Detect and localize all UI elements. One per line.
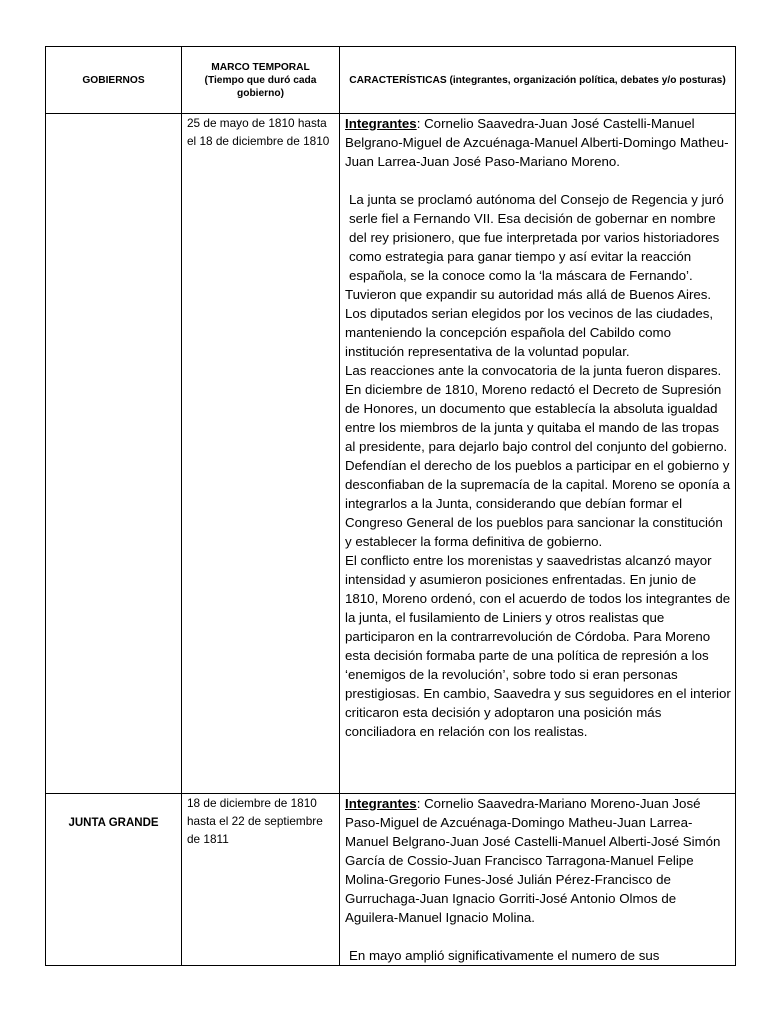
header-gobiernos: GOBIERNOS	[46, 47, 182, 114]
header-caracteristicas: CARACTERÍSTICAS (integrantes, organización política, debates y/o posturas)	[340, 47, 736, 114]
characteristics-cell	[340, 794, 736, 966]
header-row	[46, 47, 736, 114]
paragraph: La junta se proclamó autónoma del Consejo de Regencia y juró serle fiel a Fernando VII. Esa decisión de gobernar en nombre del rey prisionero, que fue interpretada por varios historiadores como estrategia para ganar tiempo y así evitar la reacción española, se la conoce como la ‘la máscara de Fernando’.	[349, 192, 724, 283]
characteristics-cell	[340, 114, 736, 794]
paragraph: Tuvieron que expandir su autoridad más allá de Buenos Aires. Los diputados serian elegidos por los vecinos de las ciudades, manteniendo la concepción española del Cabildo como institución representativa de la voluntad popular.	[345, 287, 714, 359]
paragraph: El conflicto entre los morenistas y saavedristas alcanzó mayor intensidad y asumieron posiciones enfrentadas. En junio de 1810, Moreno ordenó, con el acuerdo de todos los integrantes de la junta, el fusilamiento de Liniers y otros realistas que participaron en la contrarrevolución de Córdoba. Para Moreno esta decisión formaba parte de una política de represión a los ‘enemigos de la revolución’, sobre todo si eran personas prestigiosas. En cambio, Saavedra y sus seguidores en el interior criticaron esta decisión y adoptaron una posición más conciliadora en relación con los realistas.	[345, 553, 731, 739]
members-label: Integrantes	[345, 796, 417, 811]
header-marco-temporal	[182, 47, 340, 114]
governments-table	[45, 46, 736, 966]
members-list: : Cornelio Saavedra-Mariano Moreno-Juan José Paso-Miguel de Azcuénaga-Domingo Matheu-Juan Larrea-Manuel Belgrano-Juan José Castelli-Manuel Alberti-José Simón García de Cossio-Juan Francisco Tarragona-Manuel Felipe Molina-Gregorio Funes-José Julián Pérez-Francisco de Gurruchaga-Juan Ignacio Gorriti-José Antonio Olmos de Aguilera-Manuel Ignacio Molina.	[345, 796, 721, 925]
government-name	[46, 114, 182, 794]
members-label: Integrantes	[345, 116, 417, 131]
table-row	[46, 794, 736, 966]
table-row	[46, 114, 736, 794]
members-paragraph	[345, 794, 731, 927]
header-marco-temporal-text: MARCO TEMPORAL (Tiempo que duró cada gobierno)	[204, 61, 317, 99]
government-label: JUNTA GRANDE	[68, 816, 159, 829]
members-paragraph	[345, 114, 731, 171]
period-cell: 18 de diciembre de 1810 hasta el 22 de septiembre de 1811	[182, 794, 340, 966]
members-list: : Cornelio Saavedra-Juan José Castelli-Manuel Belgrano-Miguel de Azcuénaga-Manuel Alberti-Domingo Matheu-Juan Larrea-Juan José Paso-Mariano Moreno.	[345, 116, 729, 169]
paragraph: Defendían el derecho de los pueblos a participar en el gobierno y desconfiaban de la supremacía de la capital. Moreno se oponía a integrarlos a la Junta, considerando que debían formar el Congreso General de los pueblos para sancionar la constitución y establecer la forma definitiva de gobierno.	[345, 458, 731, 549]
period-cell: 25 de mayo de 1810 hasta el 18 de diciembre de 1810	[182, 114, 340, 794]
paragraph: En mayo amplió significativamente el numero de sus	[349, 948, 660, 963]
paragraph: Las reacciones ante la convocatoria de la junta fueron dispares. En diciembre de 1810, Moreno redactó el Decreto de Supresión de Honores, un documento que establecía la absoluta igualdad entre los miembros de la junta y quitaba el mando de las tropas al presidente, para dejarlo bajo control del conjunto del gobierno.	[345, 363, 728, 454]
government-name	[46, 794, 182, 966]
